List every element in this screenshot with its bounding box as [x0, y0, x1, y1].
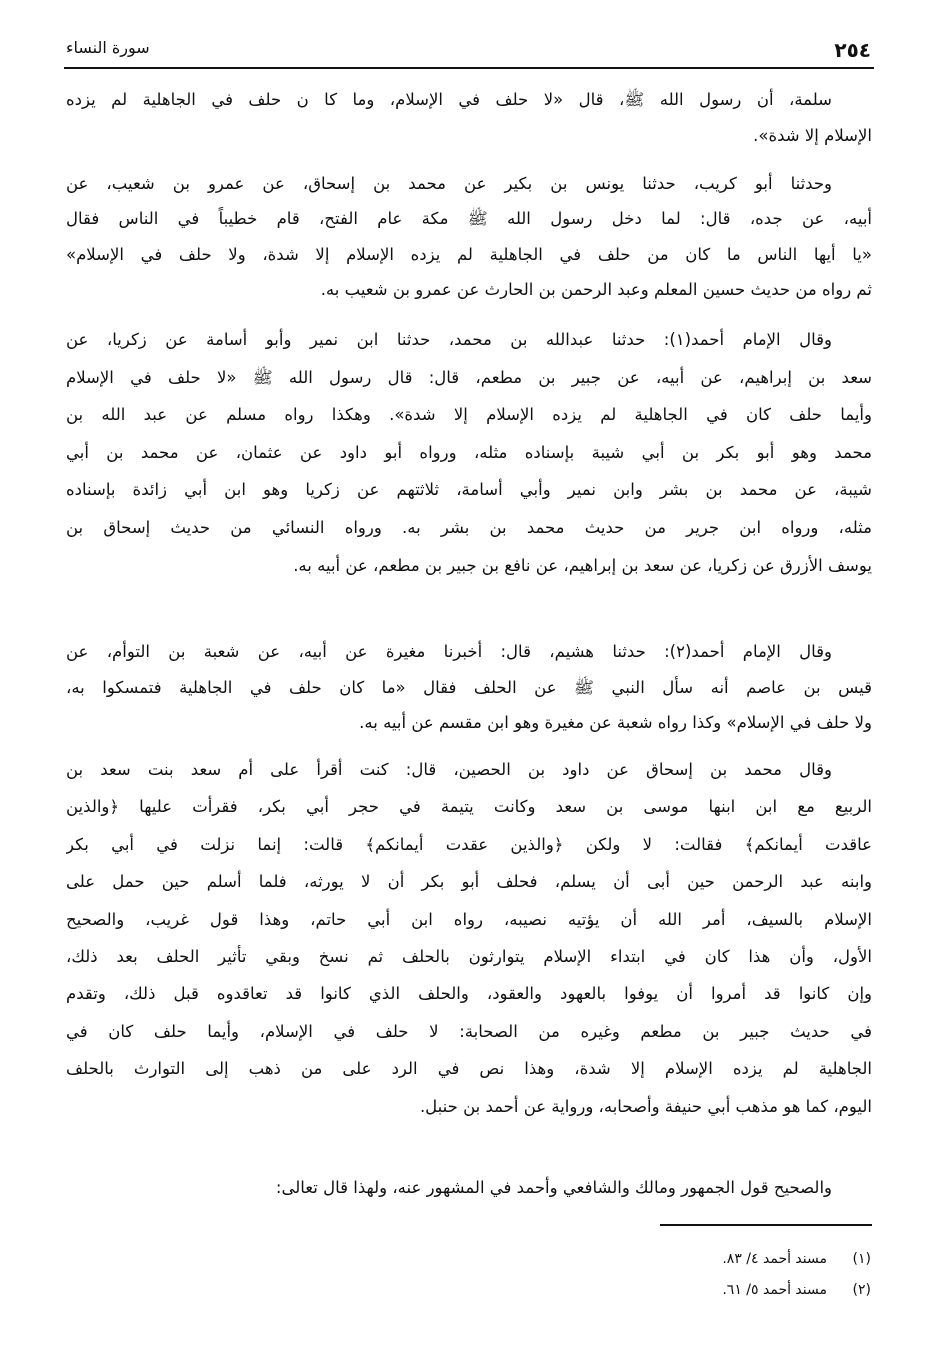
footnote-divider	[660, 1224, 872, 1226]
footnote-text: مسند أحمد ٥/ ٦١.	[722, 1282, 827, 1298]
text-line: قيس بن عاصم أنه سأل النبي ﷺ عن الحلف فقال «ما كان حلف في الجاهلية فتمسكوا به،	[66, 677, 872, 697]
text-line: ولا حلف في الإسلام» وكذا رواه شعبة عن مغيرة وهو ابن مقسم عن أبيه به.	[359, 713, 872, 732]
text-line: الجاهلية لم يزده الإسلام إلا شدة، وهذا نص في الرد على من ذهب إلى التوارث بالحلف	[66, 1059, 872, 1079]
text-line: سلمة، أن رسول الله ﷺ، قال «لا حلف في الإسلام، وما كا ن حلف في الجاهلية لم يزده	[66, 90, 832, 109]
text-line: مثله، ورواه ابن جرير من حديث محمد بن بشر به. ورواه النسائي من حديث إسحاق بن	[66, 517, 872, 537]
text-line: الربيع مع ابن ابنها موسى بن سعد وكانت يتيمة في حجر أبي بكر، فقرأت عليها ﴿والذين	[66, 797, 872, 817]
text-line: يوسف الأزرق عن زكريا، عن سعد بن إبراهيم، عن نافع بن جبير بن مطعم، عن أبيه به.	[293, 555, 872, 575]
text-line: وقال محمد بن إسحاق عن داود بن الحصين، قال: كنت أقرأ على أم سعد بنت سعد بن	[66, 760, 832, 779]
paragraph-5	[66, 751, 872, 1125]
paragraph-6	[66, 1170, 872, 1206]
text-line: الأول، وأن هذا كان في ابتداء الإسلام يتوارثون بالحلف ثم نسخ وبقي تأثير الحلف بعد ذلك،	[66, 946, 872, 966]
paragraph-4	[66, 634, 872, 741]
text-line: الإسلام إلا شدة».	[753, 126, 872, 145]
text-line: اليوم، كما هو مذهب أبي حنيفة وأصحابه، ورواية عن أحمد بن حنبل.	[419, 1096, 872, 1116]
page-number: ٢٥٤	[834, 38, 871, 62]
surah-title: سورة النساء	[66, 38, 150, 57]
footnote-text: مسند أحمد ٤/ ٨٣.	[722, 1251, 827, 1267]
footnote-1	[722, 1251, 871, 1267]
footnote-number: (٢)	[852, 1282, 871, 1298]
paragraph-1	[66, 82, 872, 154]
footnote-2	[722, 1282, 871, 1298]
footnote-number: (١)	[852, 1251, 871, 1267]
text-line: وإن كانوا قد أمروا أن يوفوا بالعهود والعقود، والحلف الذي كانوا قد تعاقدوه قبل ذلك، وتقدم	[66, 984, 872, 1004]
text-line: وأيما حلف كان في الجاهلية لم يزده الإسلام إلا شدة». وهكذا رواه مسلم عن عبد الله بن	[66, 405, 872, 425]
text-line: أبيه، عن جده، قال: لما دخل رسول الله ﷺ مكة عام الفتح، قام خطيباً في الناس فقال	[66, 209, 872, 229]
text-line: ثم رواه من حديث حسين المعلم وعبد الرحمن بن الحارث عن عمرو بن شعيب به.	[320, 280, 872, 300]
text-line: سعد بن إبراهيم، عن أبيه، عن جبير بن مطعم، قال: قال رسول الله ﷺ «لا حلف في الإسلام	[66, 367, 872, 387]
text-line: في حديث جبير بن مطعم وغيره من الصحابة: لا حلف في الإسلام، وأيما حلف كان في	[66, 1021, 872, 1041]
text-line: والصحيح قول الجمهور ومالك والشافعي وأحمد في المشهور عنه، ولهذا قال تعالى:	[275, 1178, 832, 1197]
text-line: محمد وهو أبو بكر بن أبي شيبة بإسناده مثله، ورواه أبو داود عن عثمان، عن محمد بن أبي	[66, 442, 872, 462]
text-line: وابنه عبد الرحمن حين أبى أن يسلم، فحلف أبو بكر أن لا يورثه، فلما أسلم حين حمل على	[66, 872, 872, 892]
text-line: وقال الإمام أحمد(١): حدثنا عبدالله بن محمد، حدثنا ابن نمير وأبو أسامة عن زكريا، عن	[66, 330, 833, 349]
header-divider	[64, 67, 874, 69]
text-line: الإسلام بالسيف، أمر الله أن يؤتيه نصيبه، رواه ابن أبي حاتم، وهذا قول غريب، والصحيح	[66, 909, 872, 929]
text-line: عاقدت أيمانكم﴾ فقالت: لا ولكن ﴿والذين عقدت أيمانكم﴾ قالت: إنما نزلت في أبي بكر	[66, 834, 872, 854]
paragraph-2	[66, 166, 872, 308]
text-line: وقال الإمام أحمد(٢): حدثنا هشيم، قال: أخبرنا مغيرة عن أبيه، عن شعبة بن التوأم، عن	[66, 642, 833, 661]
text-line: شيبة، عن محمد بن بشر وابن نمير وأبي أسامة، ثلاثتهم عن زكريا وهو ابن أبي زائدة بإسناده	[66, 480, 872, 500]
paragraph-3	[66, 321, 872, 584]
text-line: «يا أيها الناس ما كان من حلف في الجاهلية لم يزده الإسلام إلا شدة، ولا حلف في الإسلام»	[66, 244, 872, 264]
text-line: وحدثنا أبو كريب، حدثنا يونس بن بكير عن محمد بن إسحاق، عن عمرو بن شعيب، عن	[66, 174, 832, 193]
